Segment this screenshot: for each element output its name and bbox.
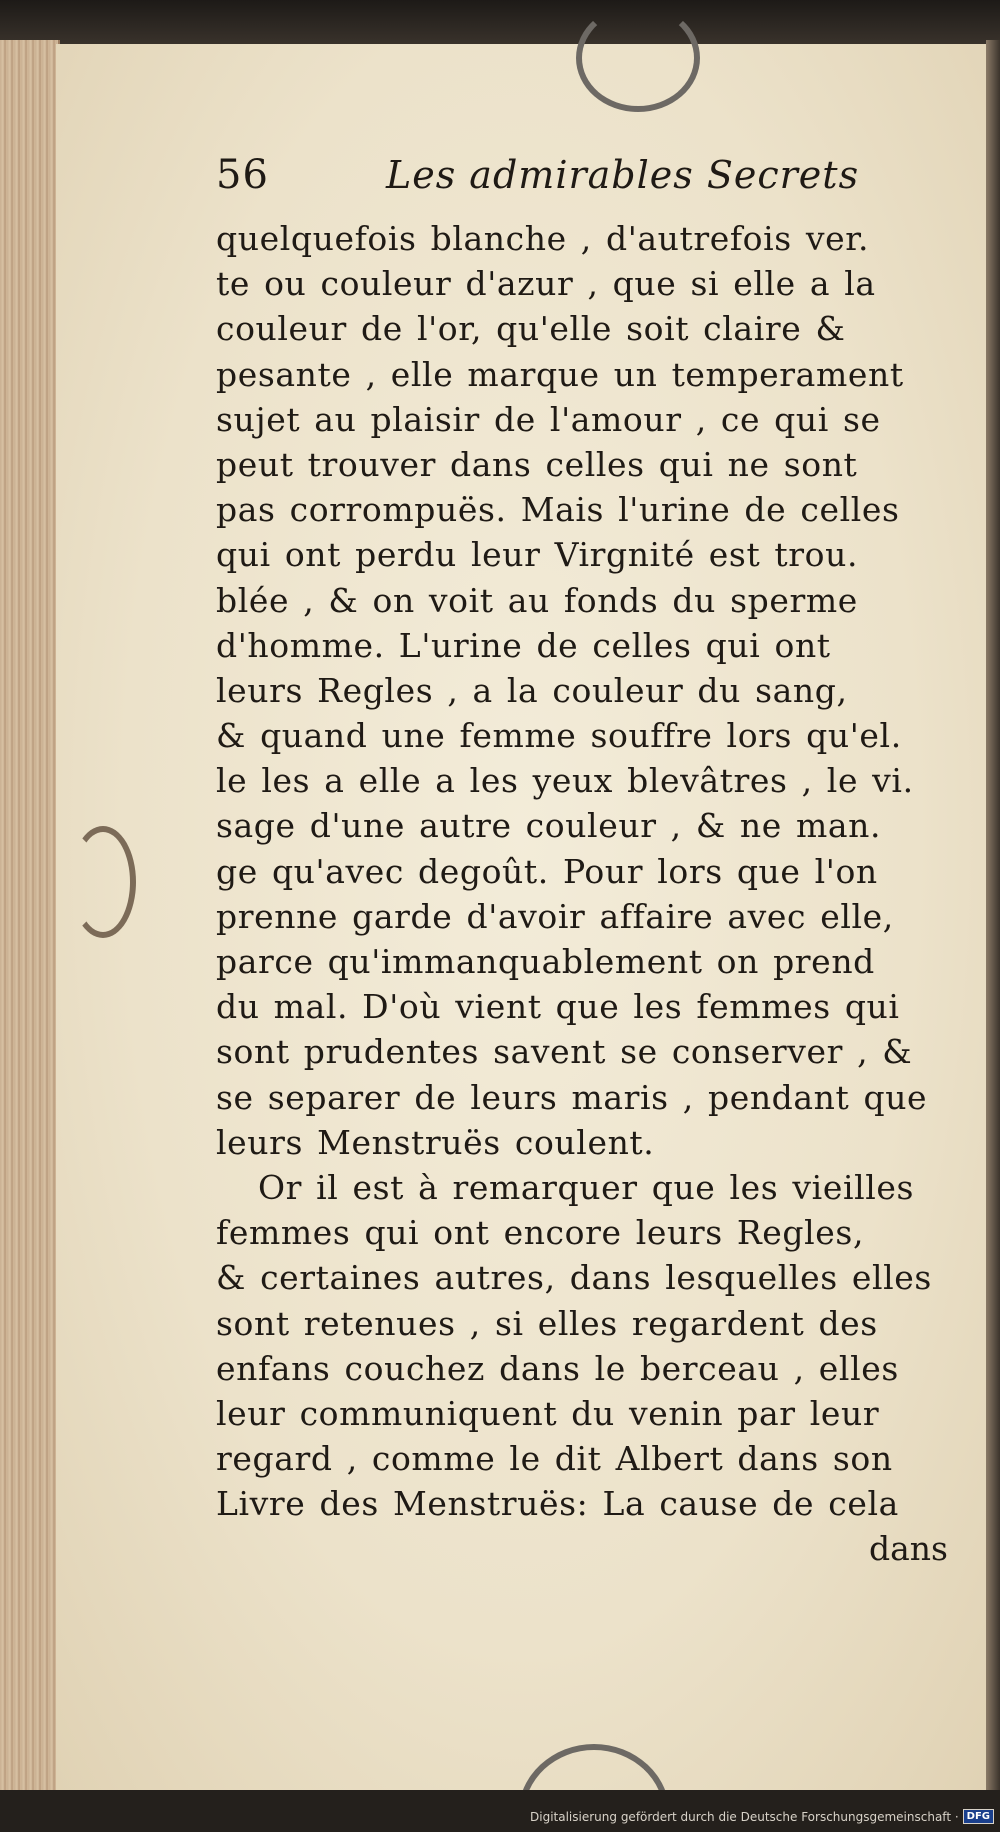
credit-text: Digitalisierung gefördert durch die Deutsche Forschungsgemeinschaft ·	[530, 1809, 959, 1824]
text-line: sont prudentes savent se conserver , &	[216, 1032, 913, 1072]
dfg-logo: DFG	[963, 1809, 994, 1824]
text-line: & quand une femme souffre lors qu'el.	[216, 716, 902, 756]
text-line: femmes qui ont encore leurs Regles,	[216, 1213, 865, 1253]
running-head	[216, 152, 956, 216]
left-clip	[70, 826, 136, 938]
text-line: blée , & on voit au fonds du sperme	[216, 580, 858, 620]
digitization-credit	[530, 1809, 994, 1824]
paragraph-first-line: Or il est à remarquer que les vieilles	[258, 1167, 915, 1207]
text-line: Livre des Menstruës: La cause de cela	[216, 1484, 899, 1524]
text-line: sont retenues , si elles regardent des	[216, 1303, 878, 1343]
text-line: couleur de l'or, qu'elle soit claire &	[216, 309, 846, 349]
text-line: quelquefois blanche , d'autrefois ver.	[216, 219, 870, 258]
text-line: parce qu'immanquablement on prend	[216, 942, 875, 981]
text-line: prenne garde d'avoir affaire avec elle,	[216, 896, 894, 936]
text-line: enfans couchez dans le berceau , elles	[216, 1348, 899, 1388]
text-line: ge qu'avec degoût. Pour lors que l'on	[216, 851, 878, 891]
text-line: & certaines autres, dans lesquelles elles	[216, 1258, 932, 1298]
top-clip	[576, 4, 700, 112]
text-line: leurs Regles , a la couleur du sang,	[216, 670, 848, 710]
text-line: regard , comme le dit Albert dans son	[216, 1439, 893, 1479]
page-stack-edges	[0, 40, 60, 1792]
text-line: peut trouver dans celles qui ne sont	[216, 444, 858, 484]
page-number: 56	[216, 152, 269, 198]
text-line: sage d'une autre couleur , & ne man.	[216, 806, 882, 846]
text-line: le les a elle a les yeux blevâtres , le vi.	[216, 761, 914, 801]
text-line: du mal. D'où vient que les femmes qui	[216, 987, 900, 1027]
text-line: pas corrompuës. Mais l'urine de celles	[216, 490, 900, 530]
running-head-title: Les admirables Secrets	[386, 153, 860, 197]
text-line: te ou couleur d'azur , que si elle a la	[216, 264, 876, 304]
page-right-edge	[986, 40, 1000, 1792]
text-line: se separer de leurs maris , pendant que	[216, 1077, 928, 1117]
text-line: d'homme. L'urine de celles qui ont	[216, 625, 831, 665]
binding-top-edge	[0, 0, 1000, 46]
text-line: leur communiquent du venin par leur	[216, 1393, 880, 1433]
text-line: sujet au plaisir de l'amour , ce qui se	[216, 399, 881, 439]
catchword: dans	[869, 1529, 948, 1569]
page-text-block	[216, 152, 956, 1572]
text-line: qui ont perdu leur Virgnité est trou.	[216, 535, 859, 575]
text-line: pesante , elle marque un temperament	[216, 354, 904, 394]
text-line: leurs Menstruës coulent.	[216, 1122, 655, 1162]
